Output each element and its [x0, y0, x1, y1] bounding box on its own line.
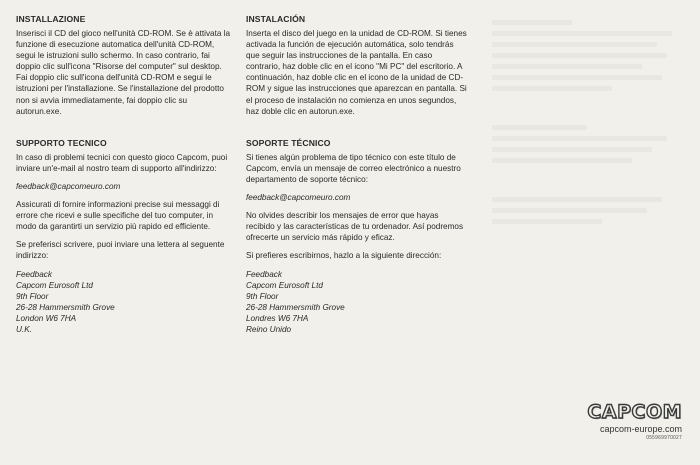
italian-address-line: London W6 7HA [16, 313, 77, 323]
spanish-install-text: Inserta el disco del juego en la unidad de CD-ROM. Si tienes activada la función de ejecución automática, solo tendrás que seguir las instrucciones de la pantalla. En caso contrario, haz doble clic en el icono "Mi PC" del escritorio. A continuación, haz doble clic en el icono de la unidad de CD-ROM y sigue las instrucciones que aparezcan en pantalla. Si el proceso de instalación no comienza en unos segundos, haz doble clic en autorun.exe. [246, 29, 467, 116]
spanish-address-line: Reino Unido [246, 324, 292, 334]
spanish-install-heading: INSTALACIÓN [246, 14, 306, 24]
italian-install-text: Inserisci il CD del gioco nell'unità CD-ROM. Se è attivata la funzione di esecuzione automatica dell'unità CD-ROM, segui le istruzioni sullo schermo. In caso contrario, fai doppio clic sull'icona "Risorse del computer" sul desktop. Fai doppio clic sull'icona dell'unità CD-ROM e segui le istruzioni per l'installazione. Se l'installazione del prodotto non si avvia immediatamente, fai doppio clic su autorun.exe. [16, 29, 231, 116]
show-through-texture [492, 14, 687, 230]
spanish-address-line: 9th Floor [246, 291, 279, 301]
spanish-support-heading: SOPORTE TÉCNICO [246, 137, 331, 148]
italian-address-line: Feedback [16, 269, 52, 279]
spanish-address-line: Londres W6 7HA [246, 313, 309, 323]
spanish-support-text: Si tienes algún problema de tipo técnico con este título de Capcom, envía un mensaje de correo electrónico a nuestro departamento de soporte técnico: [246, 152, 461, 184]
italian-address-line: 9th Floor [16, 291, 49, 301]
capcom-logo: CAPCOM [587, 401, 682, 423]
spanish-support-email: feedback@capcomeuro.com [246, 193, 351, 203]
website-url: capcom-europe.com [599, 424, 682, 434]
italian-support-email: feedback@capcomeuro.com [16, 181, 121, 191]
spanish-address-line: Capcom Eurosoft Ltd [246, 280, 323, 290]
italian-support-heading: SUPPORTO TECNICO [16, 137, 107, 148]
spanish-address-line: 26-28 Hammersmith Grove [246, 302, 345, 312]
italian-address-line: U.K. [16, 324, 32, 334]
italian-details-text: Assicurati di fornire informazioni precise sui messaggi di errore che ricevi e sulle specifiche del tuo computer, in modo da garantirti un servizio più rapido ed efficiente. [16, 200, 220, 232]
italian-column [16, 14, 231, 335]
italian-address-line: Capcom Eurosoft Ltd [16, 280, 93, 290]
spanish-details-text: No olvides describir los mensajes de error que hayas recibido y las características de tu ordenador. Así podremos ofrecerte un servicio más rápido y eficaz. [246, 211, 464, 243]
capcom-branding [587, 402, 682, 441]
product-code: 055969970027 [646, 435, 682, 441]
spanish-address [246, 269, 468, 336]
spanish-letter-text: Si prefieres escribirnos, hazlo a la siguiente dirección: [246, 251, 442, 261]
italian-letter-text: Se preferisci scrivere, puoi inviare una lettera al seguente indirizzo: [16, 240, 225, 261]
italian-address [16, 269, 231, 336]
italian-support-text: In caso di problemi tecnici con questo gioco Capcom, puoi inviare un'e-mail al nostro team di supporto all'indirizzo: [16, 152, 228, 173]
italian-install-heading: INSTALLAZIONE [16, 14, 86, 24]
spanish-column [246, 14, 468, 335]
spanish-address-line: Feedback [246, 269, 282, 279]
italian-address-line: 26-28 Hammersmith Grove [16, 302, 115, 312]
